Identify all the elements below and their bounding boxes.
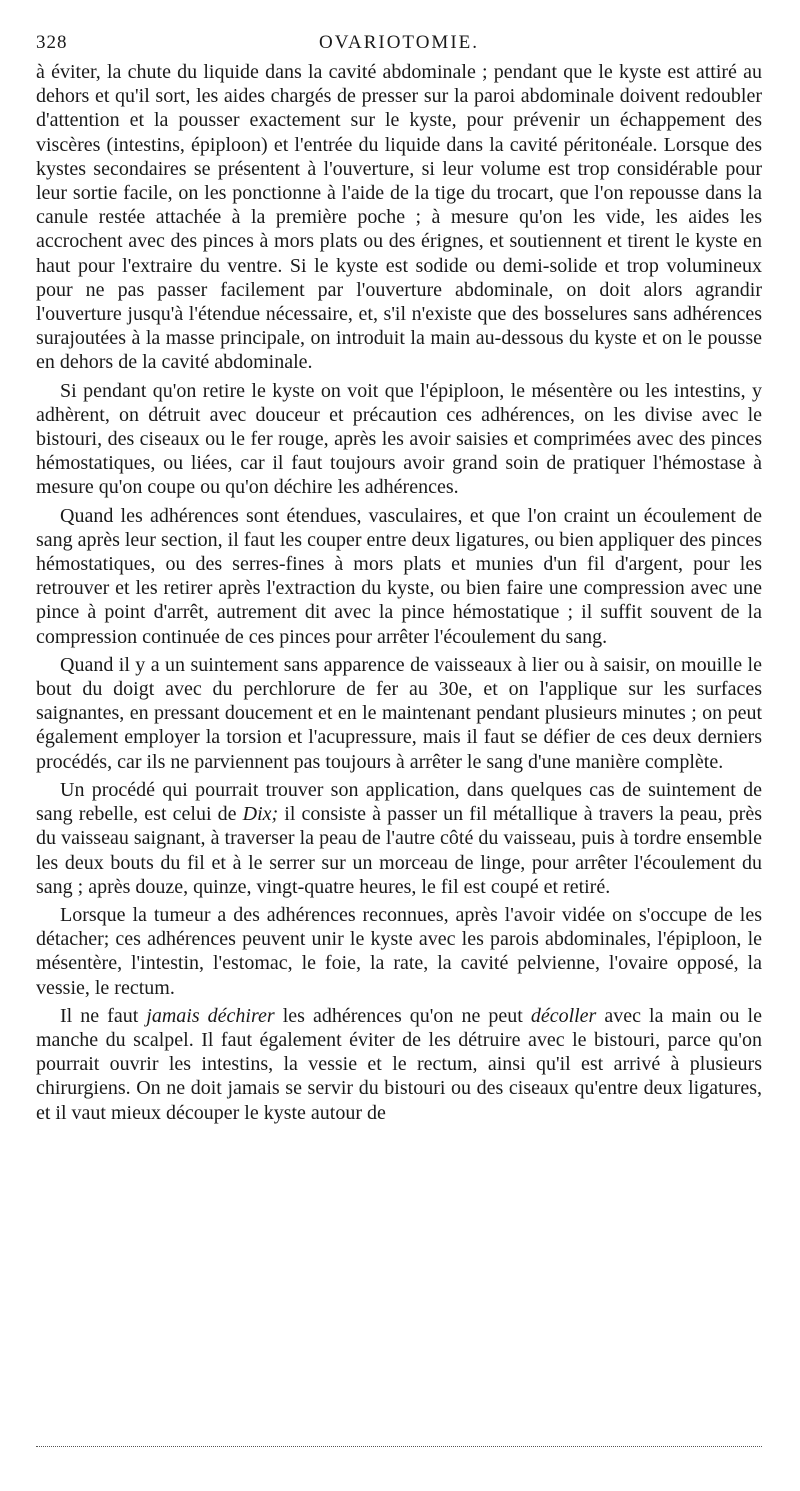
text-run: il consiste à passer un fil métallique à travers la peau, près du vaisseau saignant, à traverser la peau de l'autre côté du vaisseau, puis à tordre ensemble les deux bouts du fil et à le serrer sur un morceau de linge, pour arrêter l'écoulement du sang ; après douze, quinze, vingt-quatre heures, le fil est coupé et retiré. [36,803,762,898]
page-number: 328 [36,32,68,53]
text-run: Quand les adhérences sont étendues, vasculaires, et que l'on craint un écoulement de sang après leur section, il faut les couper entre deux ligatures, ou bien appliquer des pinces hémostatiques, ou des serres-fines à mors plats et munies d'un fil d'argent, pour les retrouver et les retirer après l'extraction du kyste, ou bien faire une compression avec une pince à point d'arrêt, autrement dit avec la pince hémostatique ; il suffit souvent de la compression continuée de ces pinces pour arrêter l'écoulement du sang. [36,504,762,648]
running-head [36,28,762,58]
paragraph [36,379,762,500]
paragraph [36,504,762,649]
paragraph [36,653,762,774]
text-run: les adhérences qu'on ne peut [274,1004,531,1027]
text-run: Lorsque la tumeur a des adhérences reconnues, après l'avoir vidée on s'occupe de les détacher; ces adhérences peuvent unir le kyste avec les parois abdominales, l'épiploon, le mésentère, l'intestin, l'estomac, le foie, la rate, la cavité pelvienne, l'ovaire opposé, la vessie, le rectum. [36,903,762,999]
bottom-rule [36,1446,762,1447]
text-run: avec la main ou le manche du scalpel. Il faut également éviter de les détruire avec le bistouri, parce qu'on pourrait ouvrir les intestins, la vessie et le rectum, ainsi qu'il est arrivé à plusieurs chirurgiens. On ne doit jamais se servir du bistouri ou des ciseaux qu'entre deux ligatures, et il vaut mieux découper le kyste autour de [36,1004,762,1124]
paragraph [36,1004,762,1125]
italic-text: décoller [530,1004,597,1027]
text-run: Quand il y a un suintement sans apparence de vaisseaux à lier ou à saisir, on mouille le bout du doigt avec du perchlorure de fer au 30e, et on l'applique sur les surfaces saignantes, en pressant doucement et en le maintenant pendant plusieurs minutes ; on peut également employer la torsion et l'acupressure, mais il faut se défier de ces deux derniers procédés, car ils ne parviennent pas toujours à arrêter le sang d'une manière complète. [36,653,762,773]
body-text [36,60,762,1125]
running-title: OVARIOTOMIE. [319,32,479,53]
text-run: à éviter, la chute du liquide dans la cavité abdominale ; pendant que le kyste est attiré au dehors et qu'il sort, les aides chargés de presser sur la paroi abdominale doivent redoubler d'attention et la pousser exactement sur le kyste, pour prévenir un échappement des viscères (intestins, épiploon) et l'entrée du liquide dans la cavité péritonéale. Lorsque des kystes secondaires se présentent à l'ouverture, si leur volume est trop considérable pour leur sortie facile, on les ponctionne à l'aide de la tige du trocart, que l'on repousse dans la canule restée attachée à la première poche ; à mesure qu'on les vide, les aides les accrochent avec des pinces à mors plats ou des érignes, et soutiennent et tirent le kyste en haut pour l'extraire du ventre. Si le kyste est sodide ou demi-solide et trop volumineux pour ne pas passer facilement par l'ouverture abdominale, on doit alors agrandir l'ouverture jusqu'à l'étendue nécessaire, et, s'il n'existe que des bosselures sans adhérences surajoutées à la masse principale, on introduit la main au-dessous du kyste et on le pousse en dehors de la cavité abdominale. [36,61,762,374]
paragraph [36,903,762,1000]
text-run: Il ne faut [60,1004,147,1027]
text-run: Un procédé qui pourrait trouver son application, dans quelques cas de suintement de sang rebelle, est celui de [36,778,762,826]
italic-text: jamais déchirer [146,1004,275,1027]
text-run: Si pendant qu'on retire le kyste on voit que l'épiploon, le mésentère ou les intestins, y adhèrent, on détruit avec douceur et précaution ces adhérences, on les divise avec le bistouri, des ciseaux ou le fer rouge, après les avoir saisies et comprimées avec des pinces hémostatiques, ou liées, car il faut toujours avoir grand soin de pratiquer l'hémostase à mesure qu'on coupe ou qu'on déchire les adhérences. [36,379,762,499]
paragraph [36,60,762,375]
paragraph [36,778,762,899]
italic-text: Dix; [242,803,279,826]
